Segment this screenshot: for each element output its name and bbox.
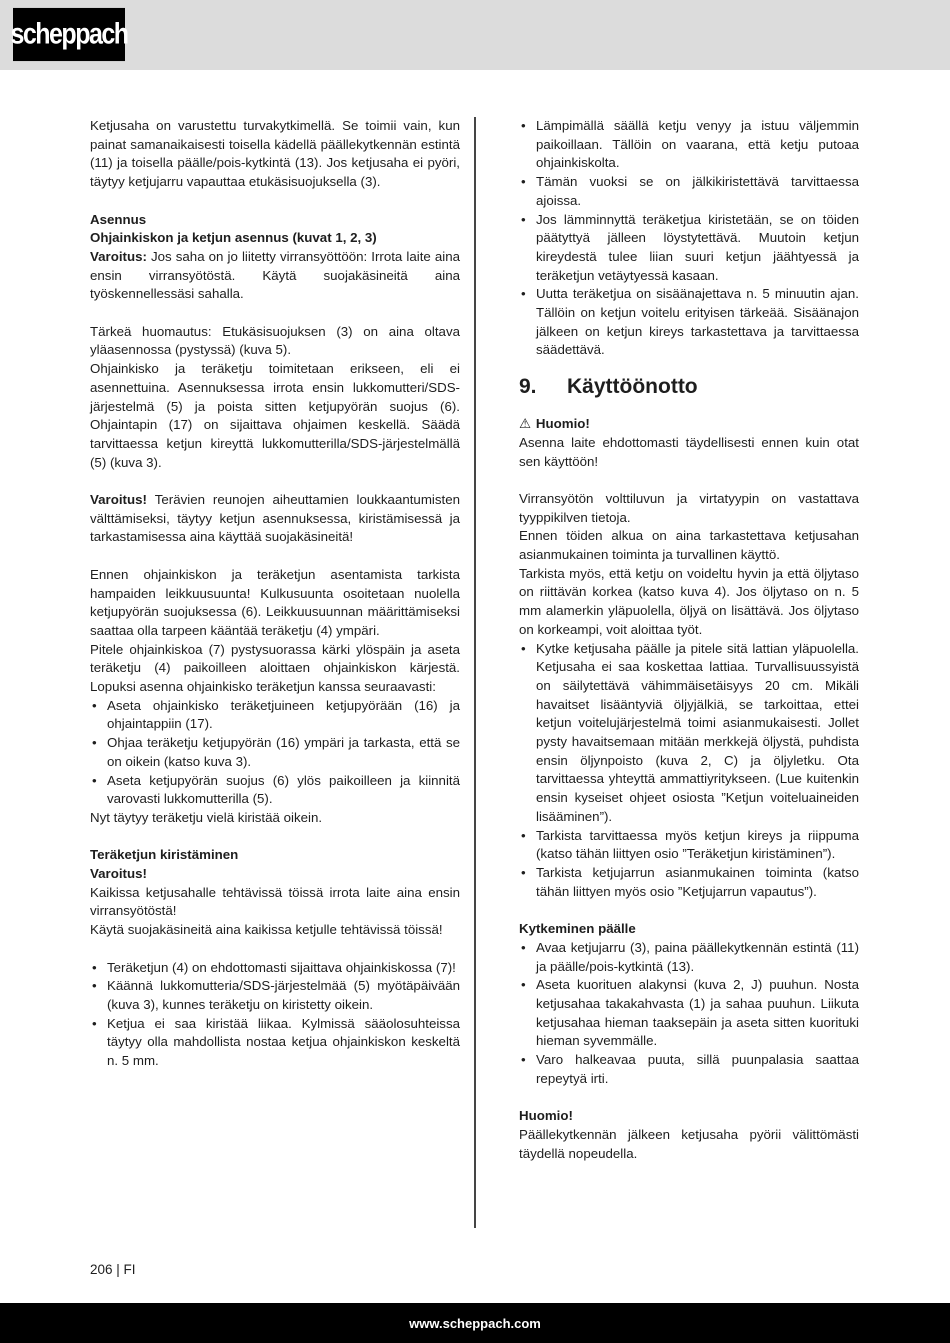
paragraph: Ohjainkisko ja teräketju toimitetaan erikseen, eli ei asennettuina. Asennuksessa irrota ensin lukkomutteri/SDS-järjestelmä (5) ja poista sitten ketjupyörän suojus (6). Ohjaintapin (17) on sijaittava ohjaimen keskellä. Säädä tarvittaessa ketjun kireyttä lukkomutterilla/SDS-järjestelmällä (5) (kuva 3). [90, 361, 460, 470]
bullet-marker: • [92, 735, 97, 751]
footer-bar [0, 1303, 950, 1343]
paragraph: Asenna laite ehdottomasti täydellisesti ennen kuin otat sen käyttöön! [519, 434, 859, 469]
bullet-marker: • [521, 174, 526, 190]
paragraph: Varoitus: Jos saha on jo liitetty virransyöttöön: Irrota laite aina ensin virransyötöstä. Käytä suojakäsineitä aina työskennellessäsi sahalla. [90, 248, 461, 302]
paragraph-spacer [90, 192, 460, 211]
bullet-item-text: Aseta kuorituen alakynsi (kuva 2, J) puuhun. Nosta ketjusahaa takakahvasta (1) ja sahaa puuhun. Liikuta ketjusahaa hieman taaksepäin ja aseta sitten kuorituki hieman syvemmälle. [536, 977, 859, 1049]
paragraph-spacer [519, 1088, 859, 1107]
paragraph: Päällekytkennän jälkeen ketjusaha pyörii välittömästi täydellä nopeudella. [519, 1126, 859, 1161]
column-divider-rule [474, 117, 476, 1228]
section-heading-number: 9. [519, 375, 537, 399]
page-number: 206 | FI [90, 1262, 136, 1277]
bullet-item-text: Tämän vuoksi se on jälkikiristettävä tarvittaessa ajoissa. [536, 174, 859, 208]
bullet-marker: • [521, 977, 526, 993]
left-text-column [90, 117, 460, 1071]
paragraph-spacer [90, 828, 460, 847]
bullet-item [519, 976, 859, 1051]
paragraph: Kaikissa ketjusahalle tehtävissä töissä irrota laite aina ensin virransyötöstä! [90, 884, 460, 919]
page-header-band [0, 0, 950, 70]
paragraph: Ennen töiden alkua on aina tarkastettava ketjusahan asianmukainen toiminta ja turvallinen käyttö. [519, 528, 859, 563]
bullet-item [90, 697, 460, 734]
bullet-item [519, 827, 859, 864]
bullet-item [519, 640, 859, 827]
bullet-marker: • [521, 640, 526, 656]
paragraph-spacer [90, 547, 460, 566]
bullet-list [90, 959, 460, 1071]
bullet-item-text: Lämpimällä säällä ketju venyy ja istuu väljemmin paikoillaan. Tällöin on vaarana, että ketju putoaa ohjainkiskolta. [536, 118, 859, 171]
bullet-marker: • [92, 1015, 97, 1031]
sub-heading: Varoitus! [90, 866, 147, 882]
paragraph: Pitele ohjainkiskoa (7) pystysuorassa kärki ylöspäin ja aseta teräketju (4) paikoilleen aloittaen ohjainkiskon kärjestä. Lopuksi asenna ohjainkisko teräketjun kanssa seuraavasti: [90, 641, 460, 695]
bullet-item-text: Tarkista tarvittaessa myös ketjun kireys ja riippuma (katso tähän liittyen osio ”Teräketjun kiristäminen”). [536, 827, 859, 862]
scheppach-logo-text: scheppach [10, 17, 128, 51]
bullet-item [90, 772, 460, 809]
bullet-marker: • [521, 865, 526, 880]
right-text-column [519, 117, 859, 1163]
paragraph-spacer [90, 472, 460, 491]
bullet-marker: • [92, 959, 97, 975]
section-heading-text: Käyttöönotto [567, 375, 698, 399]
sub-heading: Huomio! [519, 1108, 573, 1124]
bullet-item-text: Avaa ketjujarru (3), paina päällekytkennän estintä (11) ja päälle/pois-kytkintä (13). [536, 939, 859, 974]
paragraph: Tärkeä huomautus: Etukäsisuojuksen (3) on aina oltava yläasennossa (pystyssä) (kuva 5). [90, 323, 460, 358]
bullet-item-text: Kytke ketjusaha päälle ja pitele sitä lattian yläpuolella. Ketjusaha ei saa koskettaa lattiaa. Turvallisuussyistä on säilytettävä vähimmäisetäisyys 20 cm. Mikäli havaitset lisääntyviä öljyjälkiä, se tarkoittaa, ettei ketjun voitelujärjestelmä toimi asianmukaisesti. Jollet pysty havaitsemaan mitään merkkejä öljystä, puhdista ensin öljynpoisto (kuva 2, C) ja öljyletku. Ota tarvittaessa yhteyttä ammattiyritykseen. (Lue kuitenkin ensin kyseiset ohjeet osiosta ”Ketjun voiteluaineiden lisääminen”). [536, 640, 859, 824]
warning-icon: ⚠ [519, 416, 531, 432]
paragraph: Käytä suojakäsineitä aina kaikissa ketjulle tehtävissä töissä! [90, 922, 443, 938]
paragraph: Ennen ohjainkiskon ja teräketjun asentamista tarkista hampaiden leikkuusuunta! Kulkusuunta osoitetaan nuolella ketjupyörän suojuksessa (6). Leikkuusuunnan määrittämiseksi saattaa olla tarpeen kääntää teräketju (4) ympäri. [90, 566, 460, 638]
paragraph-bold-lead: Varoitus! [90, 492, 155, 508]
section-heading [519, 374, 859, 400]
bullet-item [90, 977, 460, 1014]
paragraph-spacer [90, 940, 460, 959]
paragraph-spacer [519, 471, 859, 490]
bullet-item [519, 1051, 859, 1088]
bullet-item [519, 285, 859, 360]
bullet-marker: • [521, 286, 526, 302]
bullet-marker: • [521, 1052, 526, 1068]
sub-heading: Teräketjun kiristäminen [90, 847, 239, 863]
bullet-item-text: Tarkista ketjujarrun asianmukainen toiminta (katso tähän liittyen myös osio ”Ketjujarrun vapautus”). [536, 865, 859, 899]
bullet-marker: • [521, 118, 526, 133]
footer-url: www.scheppach.com [409, 1315, 541, 1331]
paragraph: Tarkista myös, että ketju on voideltu hyvin ja että öljytaso on riittävän korkea (katso kuva 4). Jos öljytaso on n. 5 mm alamerkin yläpuolella, öljyä on lisättävä. Jos öljytaso on korkeampi, voit aloittaa työt. [519, 565, 859, 637]
bullet-item [519, 117, 859, 173]
bullet-item [519, 864, 859, 901]
paragraph: Virransyötön volttiluvun ja virtatyypin on vastattava tyyppikilven tietoja. [519, 490, 859, 525]
paragraph-bold-lead: Varoitus: [90, 248, 151, 264]
sub-heading: Asennus [90, 211, 147, 227]
bullet-marker: • [92, 772, 97, 788]
bullet-item-text: Uutta teräketjua on sisäänajettava n. 5 minuutin ajan. Tällöin on ketjun voitelu erityisen tärkeää. Sisäänajon jälkeen on ketjun kireys tarkastettava ja tarvittaessa säädettävä. [536, 286, 859, 358]
bullet-item [90, 1015, 460, 1071]
bullet-item [519, 173, 859, 210]
paragraph: Ketjusaha on varustettu turvakytkimellä. Se toimii vain, kun painat samanaikaisesti toisella kädellä päällekytkennän estintä (11) ja toisella päälle/pois-kytkintä (13). Jos ketjusaha ei pyöri, täytyy ketjujarru vapauttaa etukäsisuojuksella (3). [90, 118, 460, 190]
bullet-list [90, 697, 460, 809]
bullet-item-text: Ketjua ei saa kiristää liikaa. Kylmissä sääolosuhteissa täytyy olla mahdollista nostaa ketjua ohjainkiskon keskeltä n. 5 mm. [107, 1015, 460, 1069]
sub-heading: Ohjainkiskon ja ketjun asennus (kuvat 1, 2, 3) [90, 230, 377, 246]
bullet-item-text: Ohjaa teräketju ketjupyörän (16) ympäri ja tarkasta, että se on oikein (katso kuva 3). [107, 735, 460, 769]
bullet-item-text: Teräketjun (4) on ehdottomasti sijaittava ohjainkiskossa (7)! [107, 959, 456, 975]
bullet-item [519, 939, 859, 976]
paragraph: Varoitus! Terävien reunojen aiheuttamien loukkaantumisten välttämiseksi, täytyy ketjun asennuksessa, kiristämisessä ja tarkastamisessa aina käyttää suojakäsineitä! [90, 492, 460, 545]
bullet-list [519, 117, 859, 360]
warning-heading-text: Huomio! [535, 416, 590, 432]
bullet-item-text: Jos lämminnyttä teräketjua kiristetään, se on töiden päätyttyä jälleen löystytettävä. Muutoin ketjun kireydestä tulee liian suuri ketjun jäähtyessä ja teräketjun vetäytyessä kasaan. [536, 211, 859, 283]
bullet-marker: • [521, 211, 526, 227]
bullet-item-text: Varo halkeavaa puuta, sillä puunpalasia saattaa repeytyä irti. [536, 1052, 859, 1086]
bullet-list [519, 640, 859, 902]
bullet-item [90, 734, 460, 771]
bullet-marker: • [92, 697, 97, 713]
paragraph: Nyt täytyy teräketju vielä kiristää oikein. [90, 809, 323, 825]
paragraph-spacer [519, 901, 859, 920]
bullet-item-text: Aseta ketjupyörän suojus (6) ylös paikoilleen ja kiinnitä varovasti lukkomutterilla (5). [107, 772, 460, 807]
paragraph-spacer [90, 304, 460, 323]
bullet-list [519, 939, 859, 1089]
bullet-item [90, 959, 460, 978]
bullet-item-text: Aseta ohjainkisko teräketjuineen ketjupyörään (16) ja ohjaintappiin (17). [107, 697, 460, 732]
sub-heading: Kytkeminen päälle [519, 921, 636, 937]
bullet-item-text: Käännä lukkomutteria/SDS-järjestelmää (5) myötäpäivään (kuva 3), kunnes teräketju on kiristetty oikein. [107, 978, 460, 1012]
bullet-marker: • [521, 827, 526, 843]
scheppach-logo [10, 8, 128, 61]
bullet-marker: • [92, 978, 97, 994]
warning-heading [519, 415, 859, 434]
bullet-item [519, 211, 859, 286]
bullet-marker: • [521, 939, 526, 955]
